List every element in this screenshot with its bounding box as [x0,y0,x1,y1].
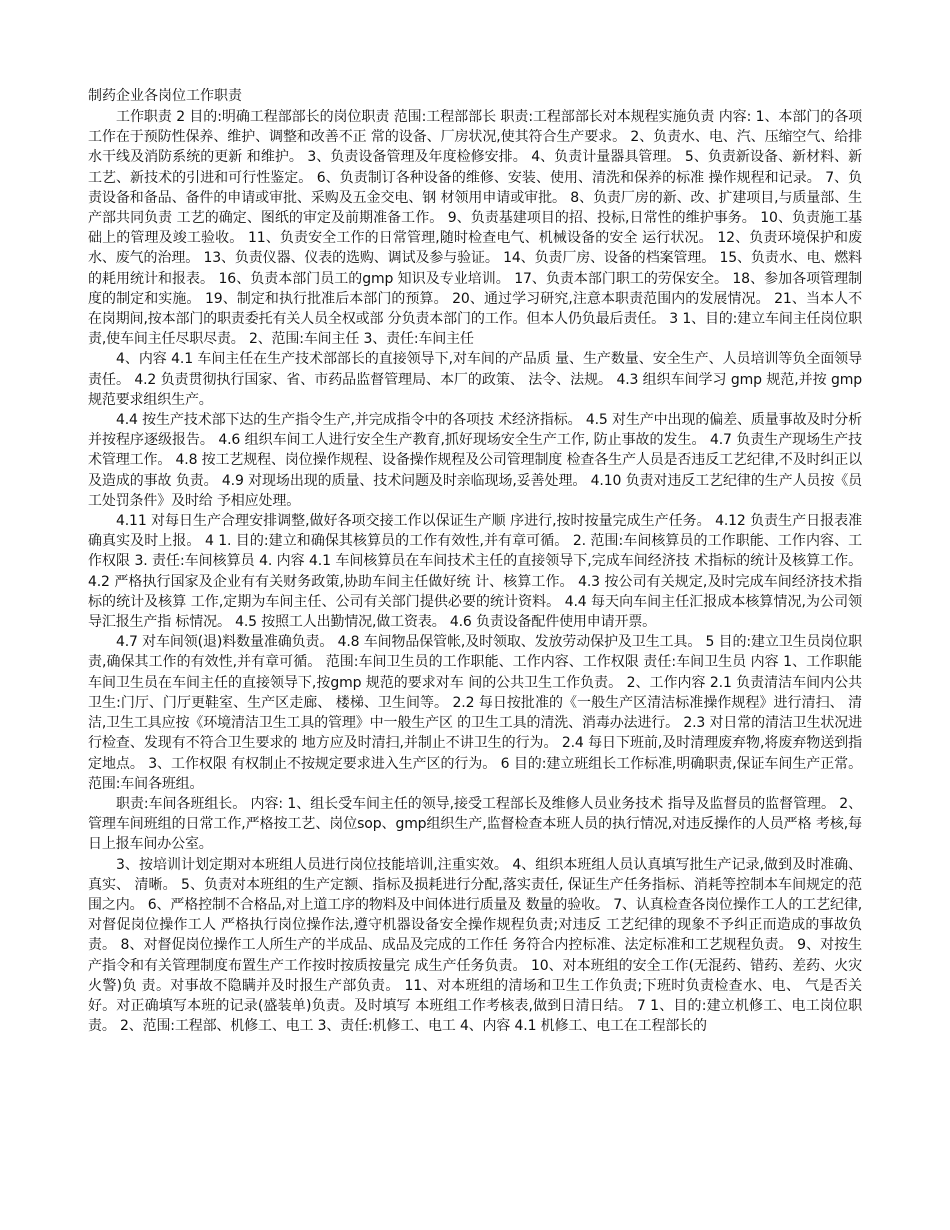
paragraph-workshop-accountant: 4.11 对每日生产合理安排调整,做好各项交接工作以保证生产顺 序进行,按时按量完成生产任务。 4.12 负责生产日报表准确真实及时上报。 4 1. 目的:建立和确保其核算员的工作有效性,并有章可循。 2. 范围:车间核算员的工作职能、工作内容、工作权限 3. 责任:车间核算员 4. 内容 4.1 车间核算员在车间技术主任的直接领导下,完成车间经济技 术指标的统计及核算工作。 4.2 严格执行国家及企业有有关财务政策,协助车间主任做好统 计、核算工作。 4.3 按公司有关规定,及时完成车间经济技术指标的统计及核算 工作,定期为车间主任、公司有关部门提供必要的统计资料。 4.4 每天向车间主任汇报成本核算情况,为公司领导汇报生产指 标情况。 4.5 按照工人出勤情况,做工资表。 4.6 负责设备配件使用申请开票。 [88,513,862,631]
document-title: 制药企业各岗位工作职责 [88,88,242,104]
paragraph-workshop-director-content: 4、内容 4.1 车间主任在生产技术部部长的直接领导下,对车间的产品质 量、生产数量、安全生产、人员培训等负全面领导责任。 4.2 负责贯彻执行国家、省、市药品监督管理局、本厂的政策、 法令、法规。 4.3 组织车间学习 gmp 规范,并按 gmp 规范要求组织生产。 [88,351,862,408]
document-page [88,86,862,1036]
paragraph-team-leader-duties: 职责:车间各班组长。 内容: 1、组长受车间主任的领导,接受工程部长及维修人员业务技术 指导及监督员的监督管理。 2、管理车间班组的日常工作,严格按工艺、岗位sop、gmp组织生产,监督检查本班人员的执行情况,对违反操作的人员严格 考核,每日上报车间办公室。 [88,795,862,853]
paragraph-workshop-director-duties: 4.4 按生产技术部下达的生产指令生产,并完成指令中的各项技 术经济指标。 4.5 对生产中出现的偏差、质量事故及时分析并按程序逐级报告。 4.6 组织车间工人进行安全生产教育,抓好现场安全生产工作, 防止事故的发生。 4.7 负责生产现场生产技术管理工作。 4.8 按工艺规程、岗位操作规程、设备操作规程及公司管理制度 检查各生产人员是否违反工艺纪律,不及时纠正以及造成的事故 负责。 4.9 对现场出现的质量、技术问题及时亲临现场,妥善处理。 4.10 负责对违反工艺纪律的生产人员按《员工处罚条件》及时给 予相应处理。 [88,412,862,509]
paragraph-engineering-manager: 工作职责 2 目的:明确工程部部长的岗位职责 范围:工程部部长 职责:工程部部长对本规程实施负责 内容: 1、本部门的各项工作在于预防性保养、维护、调整和改善不正 常的设备、厂房状况,使其符合生产要求。 2、负责水、电、汽、压缩空气、给排水干线及消防系统的更新 和维护。 3、负责设备管理及年度检修安排。 4、负责计量器具管理。 5、负责新设备、新材料、新工艺、新技术的引进和可行性鉴定。 6、负责制订各种设备的维修、安装、使用、清洗和保养的标准 操作规程和记录。 7、负责设备和备品、备件的申请或审批、采购及五金交电、钢 材领用申请或审批。 8、负责厂房的新、改、扩建项目,与质量部、生产部共同负责 工艺的确定、图纸的审定及前期准备工作。 9、负责基建项目的招、投标,日常性的维护事务。 10、负责施工基础上的管理及竣工验收。 11、负责安全工作的日常管理,随时检查电气、机械设备的安全 运行状况。 12、负责环境保护和废水、废气的治理。 13、负责仪器、仪表的选购、调试及参与验证。 14、负责厂房、设备的档案管理。 15、负责水、电、燃料的耗用统计和报表。 16、负责本部门员工的gmp 知识及专业培训。 17、负责本部门职工的劳保安全。 18、参加各项管理制度的制定和实施。 19、制定和执行批准后本部门的预算。 20、通过学习研究,注意本职责范围内的发展情况。 21、当本人不在岗期间,按本部门的职责委托有关人员全权或部 分负责本部门的工作。但本人仍负最后责任。 3 1、目的:建立车间主任岗位职责,使车间主任尽职尽责。 2、范围:车间主任 3、责任:车间主任 [88,109,862,348]
paragraph-sanitation-worker: 4.7 对车间领(退)料数量准确负责。 4.8 车间物品保管帐,及时领取、发放劳动保护及卫生工具。 5 目的:建立卫生员岗位职责,确保其工作的有效性,并有章可循。 范围:车间卫生员的工作职能、工作内容、工作权限 责任:车间卫生员 内容 1、工作职能 车间卫生员在车间主任的直接领导下,按gmp 规范的要求对车 间的公共卫生工作负责。 2、工作内容 2.1 负责清洁车间内公共卫生:门厅、门厅更鞋室、生产区走廊、 楼梯、卫生间等。 2.2 每日按批准的《一般生产区清洁标准操作规程》进行清扫、 清洁,卫生工具应按《环境清洁卫生工具的管理》中一般生产区 的卫生工具的清洗、消毒办法进行。 2.3 对日常的清洁卫生状况进行检查、发现有不符合卫生要求的 地方应及时清扫,并制止不讲卫生的行为。 2.4 每日下班前,及时清理废弃物,将废弃物送到指定地点。 3、工作权限 有权制止不按规定要求进入生产区的行为。 6 目的:建立班组长工作标准,明确职责,保证车间生产正常。 范围:车间各班组。 [88,634,863,792]
paragraph-team-leader-tasks: 3、按培训计划定期对本班组人员进行岗位技能培训,注重实效。 4、组织本班组人员认真填写批生产记录,做到及时准确、真实、 清晰。 5、负责对本班组的生产定额、指标及损耗进行分配,落实责任, 保证生产任务指标、消耗等控制本车间规定的范围之内。 6、严格控制不合格品,对上道工序的物料及中间体进行质量及 数量的验收。 7、认真检查各岗位操作工人的工艺纪律,对督促岗位操作工人 严格执行岗位操作法,遵守机器设备安全操作规程负责;对违反 工艺纪律的现象不予纠正而造成的事故负责。 8、对督促岗位操作工人所生产的半成品、成品及完成的工作任 务符合内控标准、法定标准和工艺规程负责。 9、对按生产指令和有关管理制度布置生产工作按时按质按量完 成生产任务负责。 10、对本班组的安全工作(无混药、错药、差药、火灾火警)负 责。对事故不隐瞒并及时报生产部负责。 11、对本班组的清场和卫生工作负责;下班时负责检查水、电、 气是否关好。对正确填写本班的记录(盛装单)负责。及时填写 本班组工作考核表,做到日清日结。 7 1、目的:建立机修工、电工岗位职责。 2、范围:工程部、机修工、电工 3、责任:机修工、电工 4、内容 4.1 机修工、电工在工程部长的 [88,856,862,1035]
